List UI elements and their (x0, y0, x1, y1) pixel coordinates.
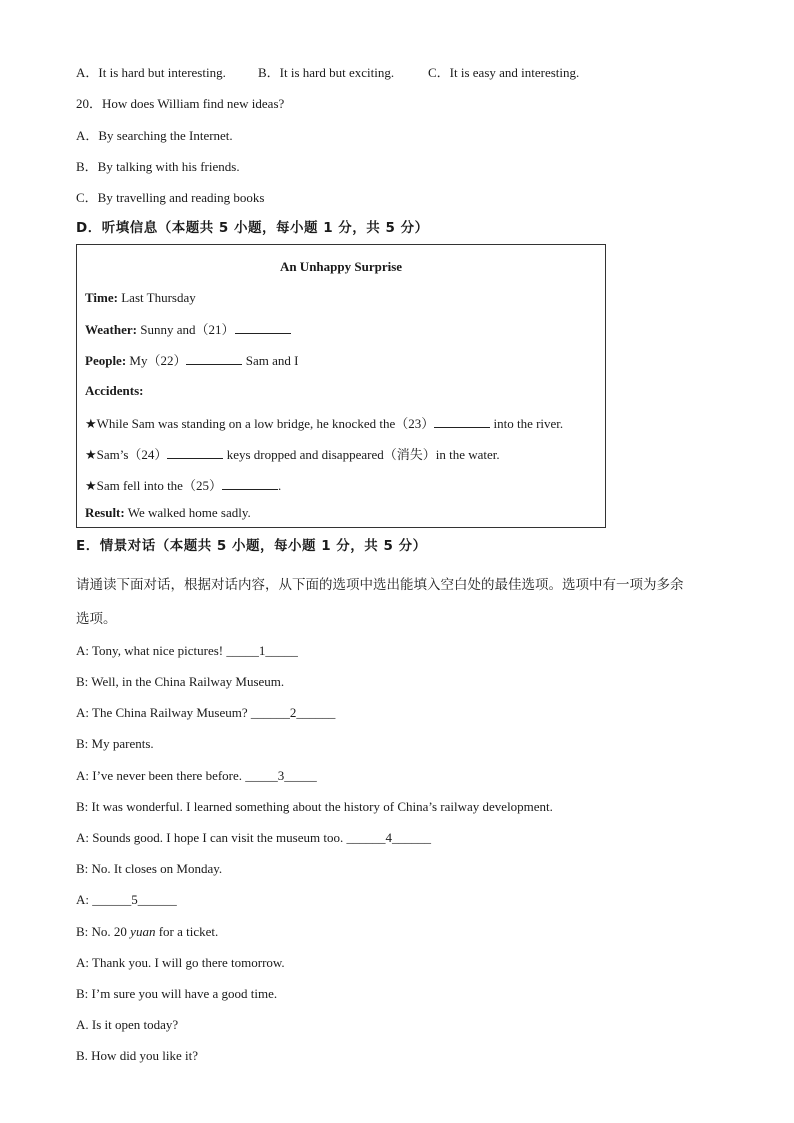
time-row (85, 290, 196, 306)
dialogue-line-2: B: Well, in the China Railway Museum. (76, 674, 285, 689)
dialogue-blank-1[interactable]: _____1_____ (226, 643, 298, 658)
dialogue-line-10 (76, 924, 218, 940)
q19-option-b: B．It is hard but exciting. (258, 65, 395, 80)
dialogue-text: A: Tony, what nice pictures! (76, 643, 227, 658)
dialogue-line-3 (76, 705, 335, 721)
q20-option-b: B．By talking with his friends. (76, 159, 240, 174)
weather-row (85, 321, 291, 338)
time-value: Last Thursday (117, 290, 196, 305)
acc3-pre: ★Sam fell into the（25） (85, 478, 222, 493)
section-d-heading: D．听填信息（本题共 5 小题，每小题 1 分，共 5 分） (76, 220, 429, 236)
people-post: Sam and I (242, 353, 299, 368)
people-row (85, 352, 298, 369)
dialogue-blank-3[interactable]: _____3_____ (245, 768, 317, 783)
dialogue-text: A: The China Railway Museum? (76, 705, 251, 720)
option-a: A. Is it open today? (76, 1017, 179, 1032)
acc2-post: keys dropped and disappeared（消失）in the water. (223, 447, 500, 462)
dialogue-line-1 (76, 643, 298, 659)
currency-word: yuan (130, 924, 156, 939)
blank-24[interactable] (167, 446, 223, 459)
dialogue-line-9 (76, 892, 177, 908)
accident-1 (85, 415, 563, 432)
blank-22[interactable] (186, 352, 242, 365)
q19-options (76, 65, 579, 81)
dialogue-line-12: B: I’m sure you will have a good time. (76, 986, 278, 1001)
q20-option-c: C．By travelling and reading books (76, 190, 265, 205)
q20-stem: 20．How does William find new ideas? (76, 96, 285, 111)
dialogue-text: for a ticket. (155, 924, 219, 939)
dialogue-text: A: I’ve never been there before. (76, 768, 246, 783)
dialogue-line-7 (76, 830, 431, 846)
dialogue-line-8: B: No. It closes on Monday. (76, 861, 223, 876)
people-pre: My（22） (126, 353, 187, 368)
q20-option-a: A．By searching the Internet. (76, 128, 233, 143)
time-label: Time: (85, 290, 118, 305)
accidents-row (85, 383, 144, 399)
acc2-pre: ★Sam’s（24） (85, 447, 168, 462)
blank-21[interactable] (235, 321, 291, 334)
result-row (85, 505, 251, 521)
accidents-label: Accidents: (85, 383, 144, 398)
q19-option-a: A．It is hard but interesting. (76, 65, 226, 80)
dialogue-blank-4[interactable]: ______4______ (346, 830, 431, 845)
result-label: Result: (85, 505, 125, 520)
dialogue-line-11: A: Thank you. I will go there tomorrow. (76, 955, 285, 970)
option-b: B. How did you like it? (76, 1048, 199, 1063)
dialogue-line-4: B: My parents. (76, 736, 154, 751)
accident-3 (85, 477, 281, 494)
weather-value: Sunny and（21） (136, 322, 235, 337)
section-e-instruction-1: 请通读下面对话，根据对话内容，从下面的选项中选出能填入空白处的最佳选项。选项中有一项为多余 (76, 577, 684, 593)
blank-23[interactable] (434, 415, 490, 428)
q19-option-c: C．It is easy and interesting. (428, 65, 580, 80)
dialogue-blank-5[interactable]: ______5______ (92, 892, 177, 907)
blank-25[interactable] (222, 477, 278, 490)
acc3-post: . (277, 478, 282, 493)
dialogue-text: A: (76, 892, 93, 907)
people-label: People: (85, 353, 127, 368)
listening-info-box (76, 244, 606, 528)
section-e-instruction-2: 选项。 (76, 611, 117, 627)
acc1-pre: ★While Sam was standing on a low bridge, he knocked the（23） (85, 416, 435, 431)
dialogue-text: B: No. 20 (76, 924, 131, 939)
dialogue-blank-2[interactable]: ______2______ (250, 705, 336, 720)
dialogue-line-5 (76, 768, 317, 784)
acc1-post: into the river. (490, 416, 564, 431)
section-e-heading: E．情景对话（本题共 5 小题，每小题 1 分，共 5 分） (76, 538, 427, 554)
accident-2 (85, 446, 500, 463)
box-title: An Unhappy Surprise (279, 259, 403, 274)
dialogue-text: A: Sounds good. I hope I can visit the museum too. (76, 830, 347, 845)
weather-label: Weather: (85, 322, 137, 337)
dialogue-line-6: B: It was wonderful. I learned something about the history of China’s railway development. (76, 799, 553, 814)
result-value: We walked home sadly. (124, 505, 251, 520)
